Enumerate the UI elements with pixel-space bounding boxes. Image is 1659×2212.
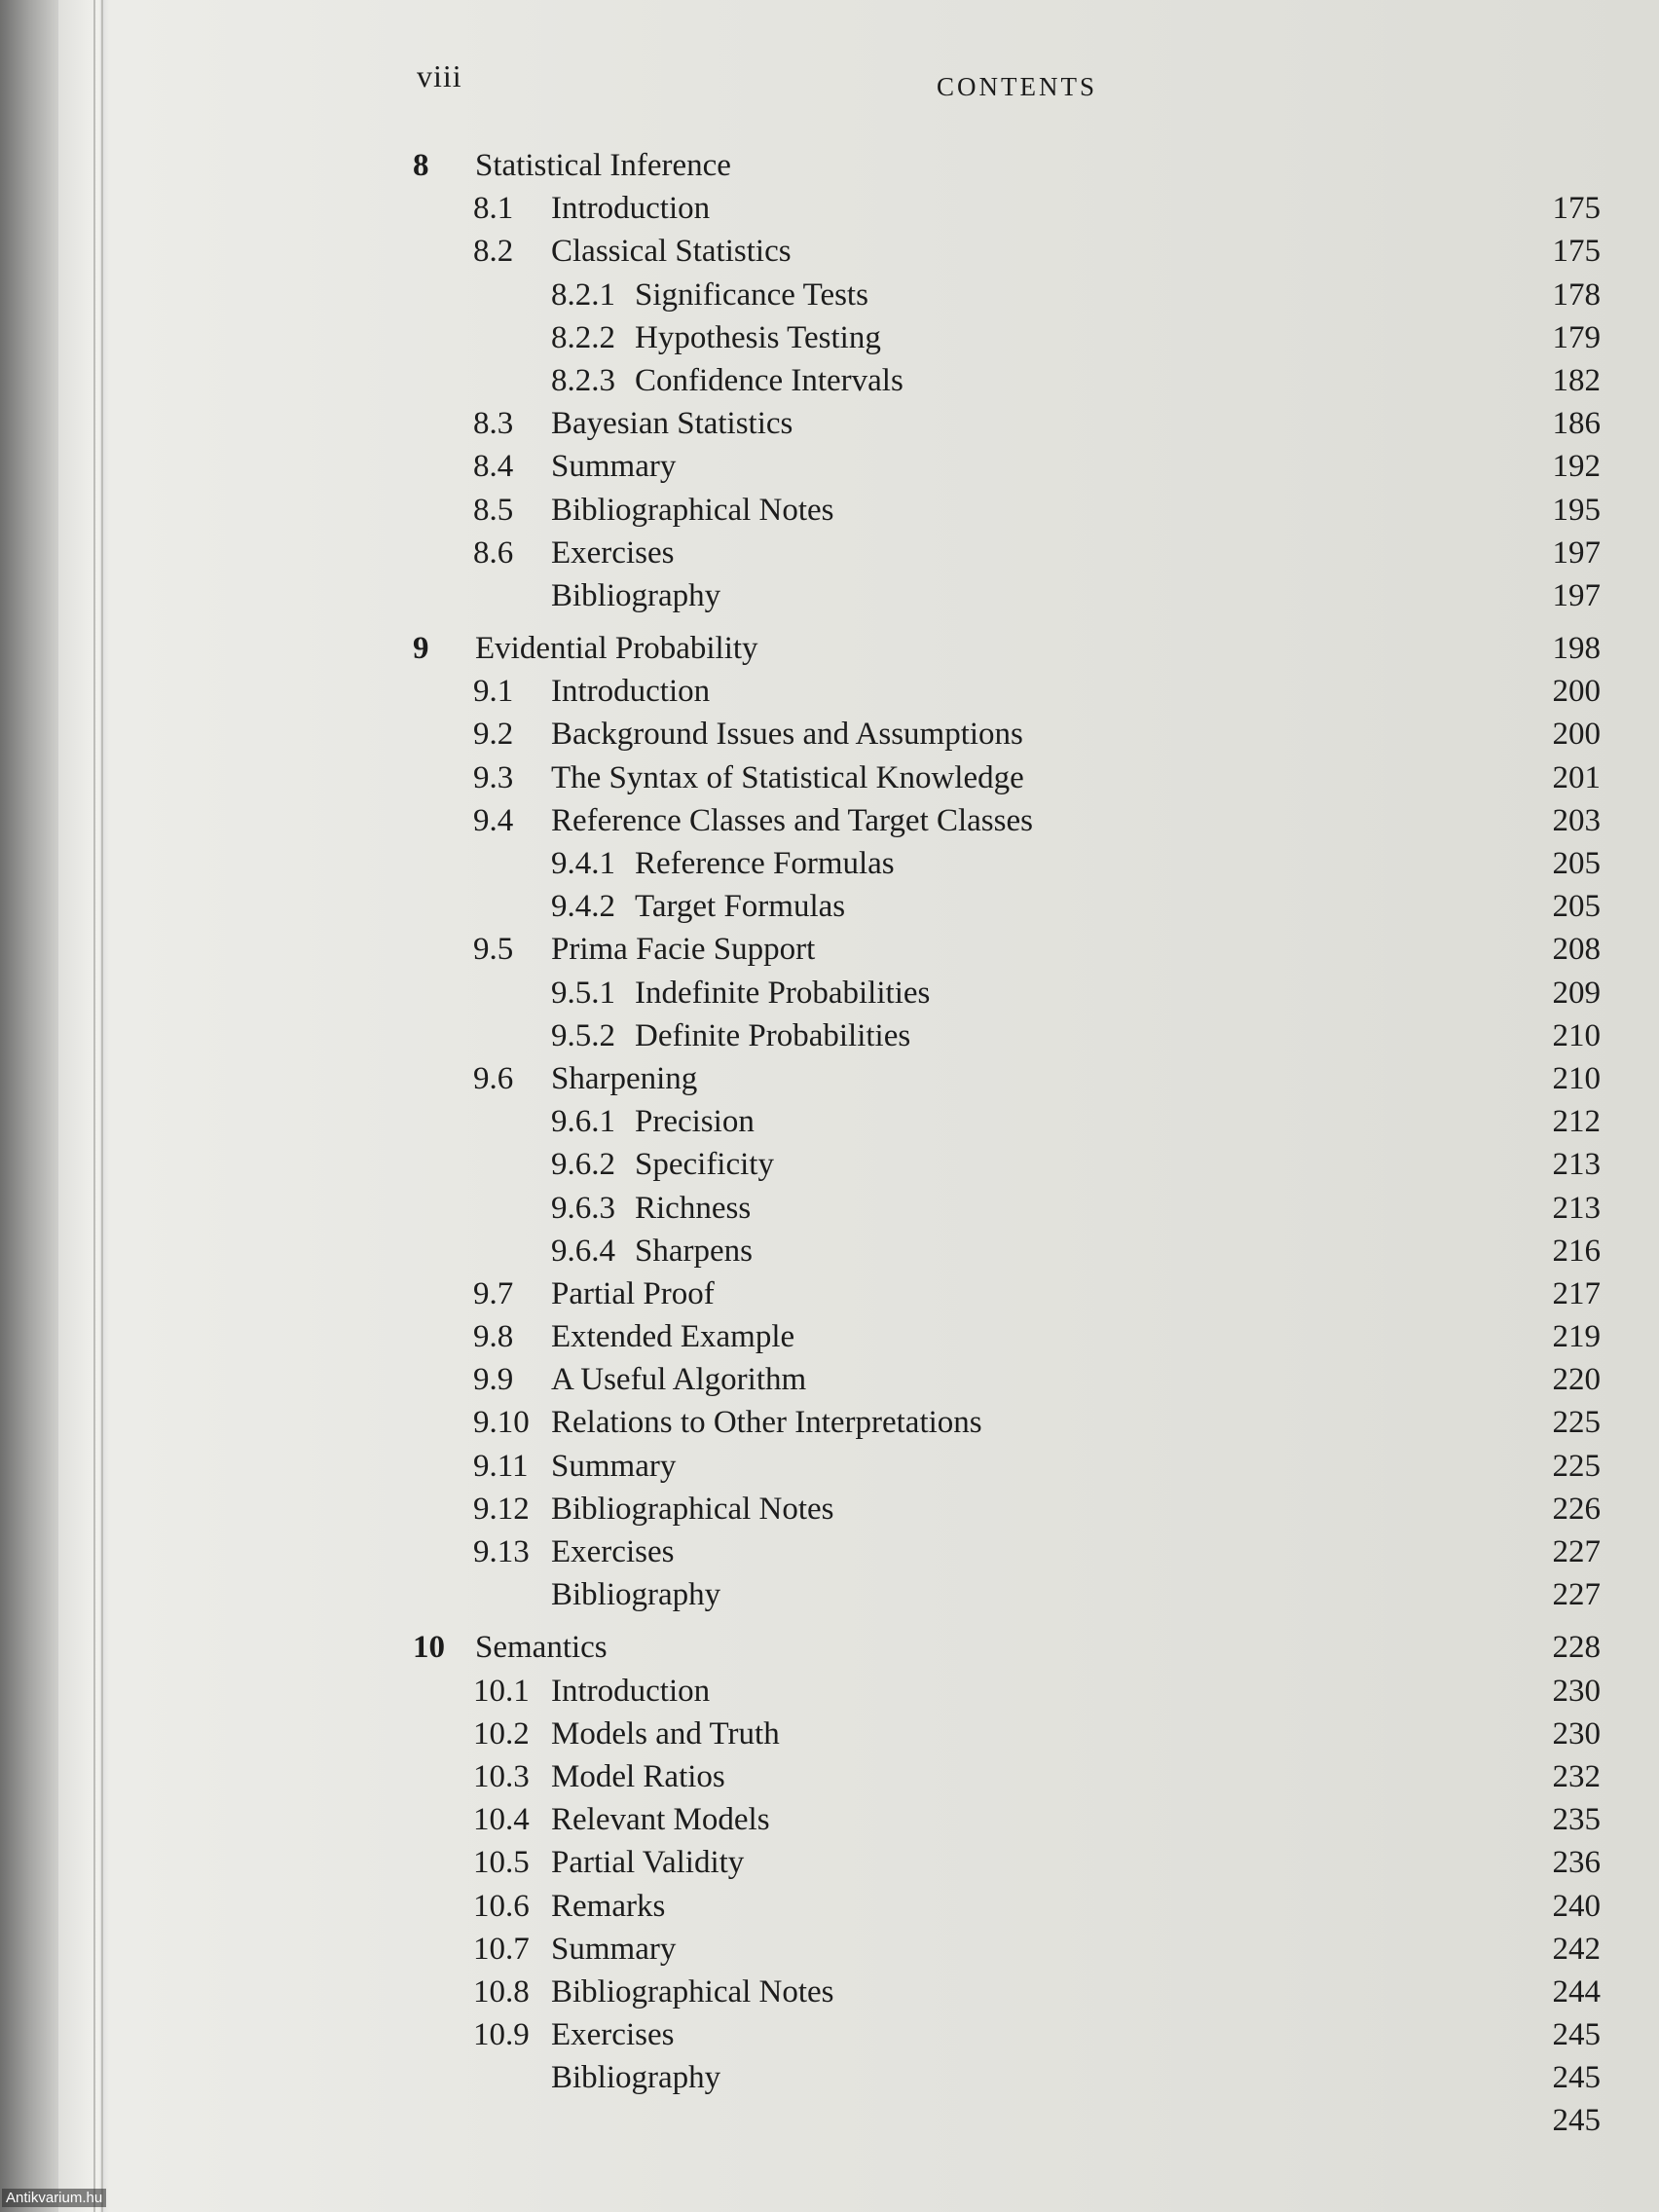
entry-number: 8.3 — [473, 406, 514, 442]
entry-title: Introduction — [551, 1673, 711, 1709]
toc-section-entry — [403, 1445, 1601, 1488]
entry-number: 9.7 — [473, 1275, 514, 1311]
entry-title: Exercises — [551, 535, 675, 571]
entry-title: Relevant Models — [551, 1802, 770, 1838]
entry-page-number: 213 — [1552, 1190, 1601, 1226]
entry-number: 9 — [413, 631, 429, 667]
entry-number: 9.6.4 — [551, 1233, 615, 1269]
entry-page-number: 219 — [1552, 1319, 1601, 1355]
entry-page-number: 205 — [1552, 889, 1601, 925]
entry-page-number: 240 — [1552, 1888, 1601, 1924]
toc-section-entry — [403, 2099, 1601, 2142]
toc-section-entry — [403, 756, 1601, 799]
entry-title: Background Issues and Assumptions — [551, 717, 1023, 753]
toc-section-entry — [403, 532, 1601, 574]
entry-title: Bibliography — [551, 1577, 721, 1613]
entry-title: Indefinite Probabilities — [635, 975, 931, 1011]
entry-title: Reference Classes and Target Classes — [551, 802, 1033, 838]
entry-page-number: 212 — [1552, 1104, 1601, 1140]
entry-number: 9.4.1 — [551, 846, 615, 881]
toc-section-entry — [403, 1488, 1601, 1530]
entry-page-number: 192 — [1552, 449, 1601, 485]
entry-title: Summary — [551, 1448, 677, 1484]
entry-number: 8.2 — [473, 234, 514, 270]
entry-title: Summary — [551, 1931, 677, 1967]
toc-section-entry — [403, 445, 1601, 488]
toc-subsection-entry — [403, 1187, 1601, 1230]
entry-title: A Useful Algorithm — [551, 1362, 807, 1398]
entry-page-number: 232 — [1552, 1758, 1601, 1794]
entry-title: Bibliographical Notes — [551, 1491, 834, 1527]
toc-section-entry — [403, 2013, 1601, 2056]
entry-title: Exercises — [551, 2017, 675, 2053]
entry-page-number: 203 — [1552, 802, 1601, 838]
entry-title: Model Ratios — [551, 1758, 725, 1794]
entry-page-number: 205 — [1552, 846, 1601, 881]
toc-section-entry — [403, 1713, 1601, 1755]
entry-number: 9.5 — [473, 932, 514, 968]
entry-page-number: 216 — [1552, 1233, 1601, 1269]
entry-number: 8.4 — [473, 449, 514, 485]
entry-page-number: 227 — [1552, 1534, 1601, 1569]
entry-number: 9.13 — [473, 1534, 530, 1569]
entry-page-number: 182 — [1552, 362, 1601, 398]
toc-section-entry — [403, 1971, 1601, 2013]
toc-section-entry — [403, 1928, 1601, 1971]
toc-subsection-entry — [403, 885, 1601, 928]
entry-page-number: 225 — [1552, 1448, 1601, 1484]
toc-section-entry — [403, 928, 1601, 971]
toc-subsection-entry — [403, 1143, 1601, 1186]
entry-title: Definite Probabilities — [635, 1017, 911, 1053]
entry-page-number: 227 — [1552, 1577, 1601, 1613]
entry-number: 9.6.1 — [551, 1104, 615, 1140]
entry-page-number: 235 — [1552, 1802, 1601, 1838]
entry-number: 8.2.3 — [551, 362, 615, 398]
toc-section-entry — [403, 1401, 1601, 1444]
toc-section-entry — [403, 230, 1601, 273]
entry-page-number: 200 — [1552, 717, 1601, 753]
toc-subsection-entry — [403, 1230, 1601, 1272]
entry-title: Significance Tests — [635, 276, 868, 313]
toc-section-entry — [403, 1358, 1601, 1401]
entry-page-number: 236 — [1552, 1845, 1601, 1881]
entry-number: 8.1 — [473, 191, 514, 227]
toc-subsection-entry — [403, 274, 1601, 316]
entry-number: 9.5.2 — [551, 1017, 615, 1053]
entry-title: Sharpens — [635, 1233, 753, 1269]
toc-section-entry — [403, 574, 1601, 617]
entry-title: Bibliographical Notes — [551, 492, 834, 528]
entry-title: Confidence Intervals — [635, 362, 903, 398]
entry-number: 8.6 — [473, 535, 514, 571]
entry-title: Models and Truth — [551, 1715, 780, 1751]
entry-number: 9.10 — [473, 1405, 530, 1441]
entry-number: 10.1 — [473, 1673, 530, 1709]
entry-page-number: 209 — [1552, 975, 1601, 1011]
entry-number: 10 — [413, 1630, 445, 1666]
entry-page-number: 175 — [1552, 191, 1601, 227]
toc-section-entry — [403, 1798, 1601, 1841]
entry-number: 10.7 — [473, 1931, 530, 1967]
entry-number: 9.3 — [473, 759, 514, 795]
entry-title: The Syntax of Statistical Knowledge — [551, 759, 1024, 795]
entry-page-number: 230 — [1552, 1673, 1601, 1709]
entry-page-number: 197 — [1552, 577, 1601, 613]
toc-chapter-entry — [403, 627, 1601, 670]
table-of-contents — [403, 144, 1601, 2143]
entry-title: Bibliographical Notes — [551, 1973, 834, 2009]
entry-number: 9.4 — [473, 802, 514, 838]
entry-title: Remarks — [551, 1888, 666, 1924]
toc-section-entry — [403, 1057, 1601, 1100]
entry-title: Introduction — [551, 191, 711, 227]
entry-number: 10.5 — [473, 1845, 530, 1881]
entry-page-number: 242 — [1552, 1931, 1601, 1967]
toc-section-entry — [403, 489, 1601, 532]
toc-section-entry — [403, 1315, 1601, 1358]
entry-number: 9.8 — [473, 1319, 514, 1355]
entry-page-number: 213 — [1552, 1147, 1601, 1183]
entry-page-number: 225 — [1552, 1405, 1601, 1441]
entry-page-number: 195 — [1552, 492, 1601, 528]
running-title: CONTENTS — [937, 72, 1097, 101]
entry-number: 9.6 — [473, 1060, 514, 1096]
toc-chapter-entry — [403, 1626, 1601, 1669]
entry-number: 8 — [413, 148, 429, 183]
entry-number: 9.2 — [473, 717, 514, 753]
toc-subsection-entry — [403, 316, 1601, 359]
entry-number: 9.12 — [473, 1491, 530, 1527]
entry-number: 9.5.1 — [551, 975, 615, 1011]
entry-title: Reference Formulas — [635, 846, 895, 881]
entry-page-number: 201 — [1552, 759, 1601, 795]
entry-page-number: 200 — [1552, 674, 1601, 710]
toc-subsection-entry — [403, 842, 1601, 885]
entry-title: Partial Proof — [551, 1275, 715, 1311]
entry-page-number: 210 — [1552, 1060, 1601, 1096]
toc-section-entry — [403, 1670, 1601, 1713]
entry-title: Precision — [635, 1104, 755, 1140]
entry-title: Prima Facie Support — [551, 932, 816, 968]
entry-title: Extended Example — [551, 1319, 795, 1355]
toc-section-entry — [403, 1573, 1601, 1616]
toc-section-entry — [403, 1841, 1601, 1884]
entry-number: 9.6.2 — [551, 1147, 615, 1183]
entry-number: 10.9 — [473, 2017, 530, 2053]
entry-title: Target Formulas — [635, 889, 846, 925]
entry-number: 9.9 — [473, 1362, 514, 1398]
toc-section-entry — [403, 1885, 1601, 1928]
entry-title: Richness — [635, 1190, 752, 1226]
entry-number: 8.5 — [473, 492, 514, 528]
entry-title: Statistical Inference — [475, 148, 731, 183]
entry-page-number: 230 — [1552, 1715, 1601, 1751]
entry-number: 8.2.1 — [551, 276, 615, 313]
toc-subsection-entry — [403, 1014, 1601, 1057]
watermark: Antikvarium.hu — [2, 2189, 106, 2207]
toc-chapter-entry — [403, 144, 1601, 187]
entry-page-number: 245 — [1552, 2060, 1601, 2096]
entry-number: 9.11 — [473, 1448, 529, 1484]
entry-title: Evidential Probability — [475, 631, 758, 667]
entry-title: Classical Statistics — [551, 234, 792, 270]
toc-subsection-entry — [403, 1100, 1601, 1143]
toc-subsection-entry — [403, 359, 1601, 402]
entry-page-number: 197 — [1552, 535, 1601, 571]
entry-number: 10.4 — [473, 1802, 530, 1838]
toc-section-entry — [403, 2056, 1601, 2099]
toc-section-entry — [403, 1272, 1601, 1315]
entry-number: 9.4.2 — [551, 889, 615, 925]
toc-section-entry — [403, 402, 1601, 445]
entry-page-number: 217 — [1552, 1275, 1601, 1311]
entry-page-number: 220 — [1552, 1362, 1601, 1398]
entry-title: Bayesian Statistics — [551, 406, 793, 442]
entry-title: Summary — [551, 449, 677, 485]
toc-section-entry — [403, 799, 1601, 842]
entry-page-number: 186 — [1552, 406, 1601, 442]
toc-section-entry — [403, 670, 1601, 713]
entry-page-number: 245 — [1552, 2103, 1601, 2139]
entry-number: 10.2 — [473, 1715, 530, 1751]
entry-number: 8.2.2 — [551, 319, 615, 355]
entry-page-number: 210 — [1552, 1017, 1601, 1053]
entry-page-number: 228 — [1552, 1630, 1601, 1666]
entry-page-number: 175 — [1552, 234, 1601, 270]
entry-title: Semantics — [475, 1630, 608, 1666]
toc-section-entry — [403, 187, 1601, 230]
entry-title: Sharpening — [551, 1060, 698, 1096]
entry-page-number: 208 — [1552, 932, 1601, 968]
toc-section-entry — [403, 1530, 1601, 1573]
entry-title: Hypothesis Testing — [635, 319, 881, 355]
entry-title: Relations to Other Interpretations — [551, 1405, 982, 1441]
toc-section-entry — [403, 713, 1601, 756]
entry-title: Partial Validity — [551, 1845, 745, 1881]
entry-page-number: 226 — [1552, 1491, 1601, 1527]
entry-page-number: 179 — [1552, 319, 1601, 355]
entry-page-number: 245 — [1552, 2017, 1601, 2053]
entry-page-number: 198 — [1552, 631, 1601, 667]
entry-title: Exercises — [551, 1534, 675, 1569]
entry-number: 10.8 — [473, 1973, 530, 2009]
entry-number: 10.3 — [473, 1758, 530, 1794]
entry-number: 9.1 — [473, 674, 514, 710]
page-folio: viii — [417, 58, 462, 93]
entry-page-number: 244 — [1552, 1973, 1601, 2009]
toc-section-entry — [403, 1755, 1601, 1798]
toc-subsection-entry — [403, 972, 1601, 1014]
entry-title: Bibliography — [551, 2060, 721, 2096]
entry-number: 9.6.3 — [551, 1190, 615, 1226]
entry-title: Bibliography — [551, 577, 721, 613]
entry-title: Introduction — [551, 674, 711, 710]
entry-page-number: 178 — [1552, 276, 1601, 313]
entry-number: 10.6 — [473, 1888, 530, 1924]
entry-title: Specificity — [635, 1147, 774, 1183]
